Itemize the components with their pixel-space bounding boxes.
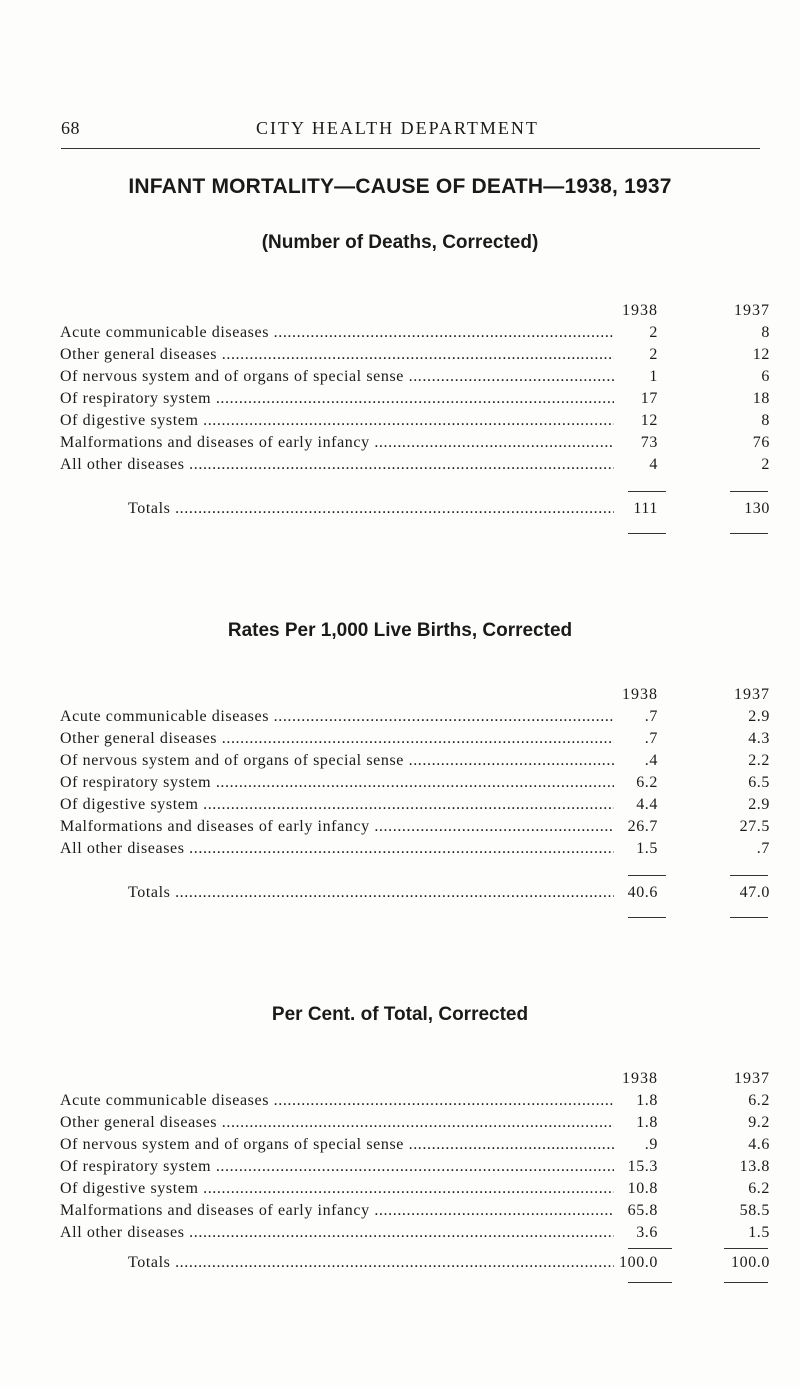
totals-row — [60, 1254, 770, 1276]
row-label: Malformations and diseases of early infancy — [60, 434, 370, 451]
value-1937: .7 — [756, 840, 770, 857]
row-label: Of respiratory system — [60, 1158, 212, 1175]
row-label: Of digestive system — [60, 412, 199, 429]
value-1937: 4.3 — [748, 730, 770, 747]
value-1938: .7 — [614, 730, 658, 748]
section-heading-rates: Rates Per 1,000 Live Births, Corrected — [227, 620, 573, 641]
table-row — [60, 390, 770, 412]
value-1937: 2.9 — [748, 796, 770, 813]
total-rule — [730, 533, 768, 534]
subtotal-rule — [730, 875, 768, 876]
value-1937: 8 — [761, 412, 770, 429]
subtotal-rule — [628, 1248, 672, 1249]
value-1937: 2 — [761, 456, 770, 473]
total-1937: 47.0 — [739, 884, 770, 901]
value-1937: 6.2 — [748, 1180, 770, 1197]
value-1938: 2 — [614, 324, 658, 342]
value-1938: 2 — [614, 346, 658, 364]
value-1938: 1.8 — [614, 1092, 658, 1110]
value-1937: 2.9 — [748, 708, 770, 725]
value-1938: 15.3 — [614, 1158, 658, 1176]
row-label: All other diseases — [60, 1224, 185, 1241]
column-header-1938: 1938 — [614, 1070, 658, 1088]
running-head: CITY HEALTH DEPARTMENT — [256, 118, 539, 138]
column-header-1938: 1938 — [614, 302, 658, 320]
value-1938: 26.7 — [614, 818, 658, 836]
value-1938: 1 — [614, 368, 658, 386]
value-1938: .9 — [614, 1136, 658, 1154]
column-header-1937: 1937 — [734, 686, 770, 703]
value-1937: 76 — [752, 434, 770, 451]
table-row — [60, 346, 770, 368]
totals-label: Totals — [128, 1254, 171, 1271]
table-row — [60, 708, 770, 730]
table-header-row — [60, 686, 770, 708]
value-1937: 27.5 — [739, 818, 770, 835]
table-header-row — [60, 1070, 770, 1092]
row-label: Malformations and diseases of early infancy — [60, 818, 370, 835]
value-1938: 6.2 — [614, 774, 658, 792]
total-rule — [628, 533, 666, 534]
table-header-row — [60, 302, 770, 324]
page-title: INFANT MORTALITY—CAUSE OF DEATH—1938, 1937 — [128, 175, 672, 198]
value-1937: 13.8 — [739, 1158, 770, 1175]
value-1938: .7 — [614, 708, 658, 726]
table-row — [60, 796, 770, 818]
row-label: Acute communicable diseases — [60, 1092, 270, 1109]
row-label: Other general diseases — [60, 1114, 218, 1131]
value-1938: .4 — [614, 752, 658, 770]
section-heading-deaths: (Number of Deaths, Corrected) — [261, 232, 539, 253]
table-row — [60, 1224, 770, 1246]
value-1938: 73 — [614, 434, 658, 452]
value-1938: 4.4 — [614, 796, 658, 814]
page-header — [61, 118, 760, 149]
totals-row — [60, 884, 770, 906]
value-1938: 17 — [614, 390, 658, 408]
column-header-1938: 1938 — [614, 686, 658, 704]
total-1938: 111 — [614, 500, 658, 518]
table-row — [60, 412, 770, 434]
column-header-1937: 1937 — [734, 302, 770, 319]
subtotal-rule — [730, 491, 768, 492]
table-row — [60, 456, 770, 478]
table-row — [60, 1158, 770, 1180]
table-row — [60, 1180, 770, 1202]
row-label: Acute communicable diseases — [60, 708, 270, 725]
value-1937: 6 — [761, 368, 770, 385]
value-1937: 4.6 — [748, 1136, 770, 1153]
total-1938: 100.0 — [614, 1254, 658, 1272]
total-rule — [628, 917, 666, 918]
value-1937: 6.2 — [748, 1092, 770, 1109]
value-1937: 8 — [761, 324, 770, 341]
table-row — [60, 840, 770, 862]
value-1937: 18 — [752, 390, 770, 407]
total-1937: 100.0 — [731, 1254, 770, 1271]
value-1938: 65.8 — [614, 1202, 658, 1220]
row-label: Of nervous system and of organs of special sense — [60, 368, 404, 385]
value-1938: 4 — [614, 456, 658, 474]
row-label: Of digestive system — [60, 1180, 199, 1197]
subtotal-rule — [628, 875, 666, 876]
table-row — [60, 1136, 770, 1158]
total-1937: 130 — [744, 500, 770, 517]
subtotal-rule — [628, 491, 666, 492]
value-1938: 1.5 — [614, 840, 658, 858]
table-row — [60, 324, 770, 346]
row-label: Of respiratory system — [60, 774, 212, 791]
value-1938: 1.8 — [614, 1114, 658, 1132]
column-header-1937: 1937 — [734, 1070, 770, 1087]
table-row — [60, 1202, 770, 1224]
table-row — [60, 368, 770, 390]
value-1937: 58.5 — [739, 1202, 770, 1219]
value-1937: 6.5 — [748, 774, 770, 791]
row-label: Of respiratory system — [60, 390, 212, 407]
row-label: Other general diseases — [60, 346, 218, 363]
value-1938: 10.8 — [614, 1180, 658, 1198]
value-1938: 12 — [614, 412, 658, 430]
total-rule — [724, 1282, 768, 1283]
value-1937: 2.2 — [748, 752, 770, 769]
table-row — [60, 752, 770, 774]
total-rule — [730, 917, 768, 918]
row-label: Other general diseases — [60, 730, 218, 747]
totals-row — [60, 500, 770, 522]
total-1938: 40.6 — [614, 884, 658, 902]
value-1937: 9.2 — [748, 1114, 770, 1131]
table-row — [60, 730, 770, 752]
table-row — [60, 434, 770, 456]
table-row — [60, 1114, 770, 1136]
row-label: All other diseases — [60, 456, 185, 473]
section-heading-percent: Per Cent. of Total, Corrected — [271, 1004, 529, 1025]
value-1937: 1.5 — [748, 1224, 770, 1241]
row-label: Of nervous system and of organs of special sense — [60, 752, 404, 769]
value-1938: 3.6 — [614, 1224, 658, 1242]
table-row — [60, 818, 770, 840]
table-row — [60, 774, 770, 796]
table-row — [60, 1092, 770, 1114]
totals-label: Totals — [128, 500, 171, 517]
row-label: All other diseases — [60, 840, 185, 857]
row-label: Of nervous system and of organs of special sense — [60, 1136, 404, 1153]
value-1937: 12 — [752, 346, 770, 363]
row-label: Of digestive system — [60, 796, 199, 813]
total-rule — [628, 1282, 672, 1283]
totals-label: Totals — [128, 884, 171, 901]
page-number: 68 — [61, 118, 80, 138]
row-label: Acute communicable diseases — [60, 324, 270, 341]
row-label: Malformations and diseases of early infancy — [60, 1202, 370, 1219]
subtotal-rule — [724, 1248, 768, 1249]
